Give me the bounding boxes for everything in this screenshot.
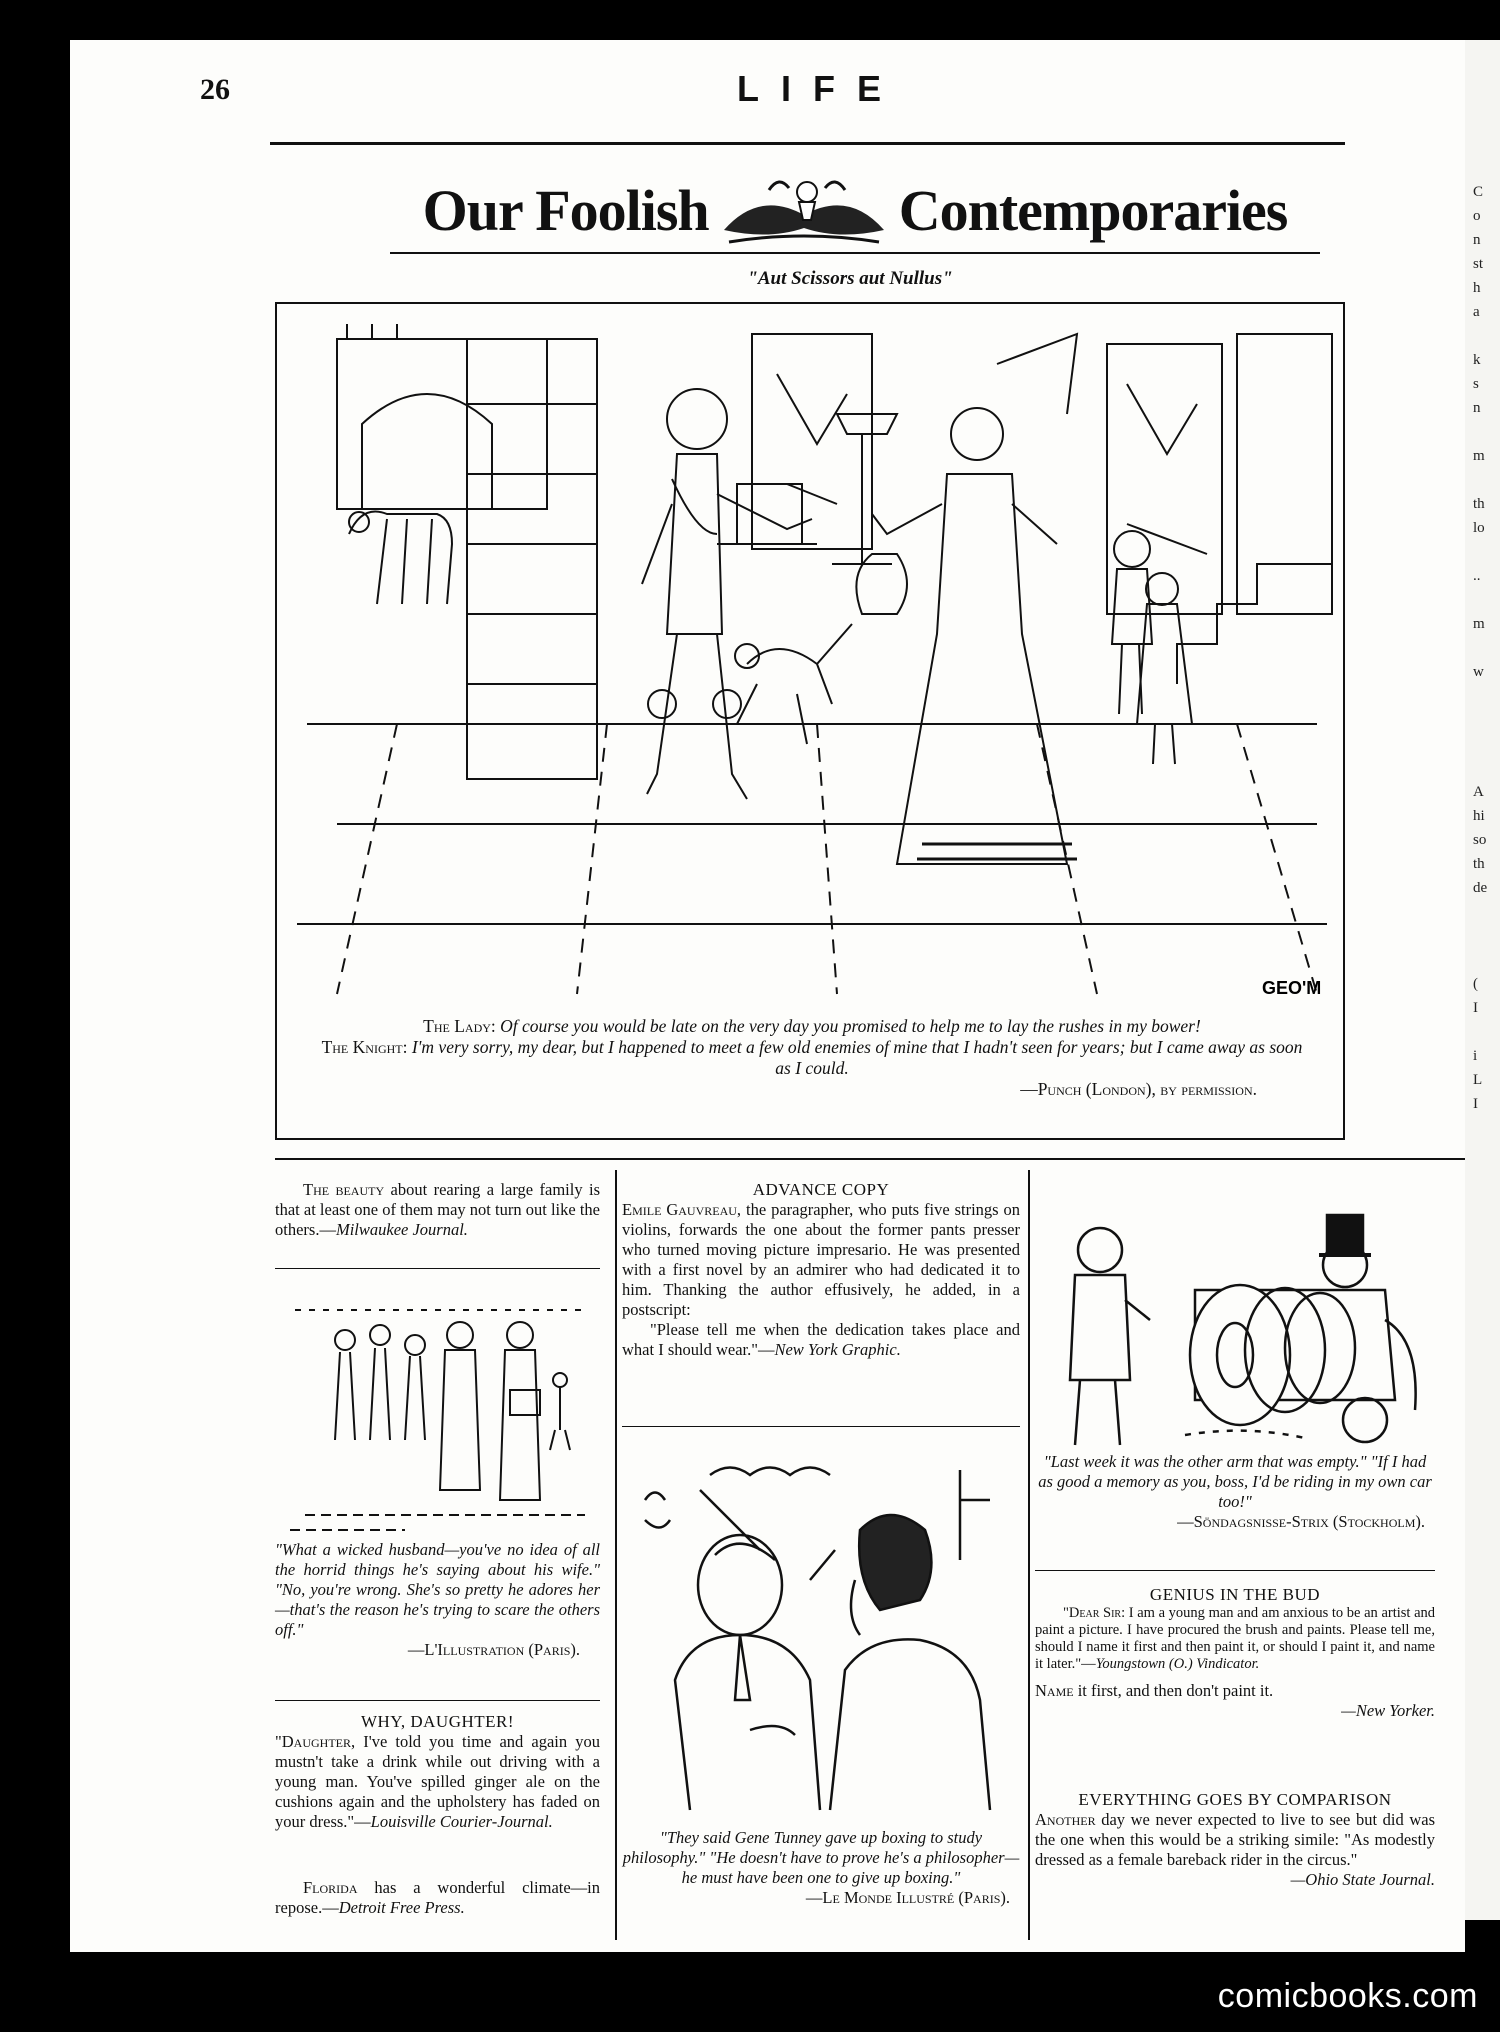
boxer-cartoon-caption [622, 1828, 1020, 1908]
why-source: Louisville Courier-Journal. [370, 1812, 553, 1831]
advance-quote: "Please tell me when the dedication takes place and what I should wear."— [622, 1320, 1020, 1359]
edge-letter [1473, 732, 1487, 756]
beauty-source: Milwaukee Journal. [335, 1220, 468, 1239]
edge-letter: C [1473, 184, 1484, 200]
beach-cartoon-illustration [285, 1290, 590, 1535]
knight-line: I'm very sorry, my dear, but I happened to meet a few old enemies of mine that I hadn't seen for years; but I came away as soon as I could. [411, 1037, 1303, 1078]
edge-letter: st [1473, 256, 1484, 272]
edge-letter: s [1473, 376, 1479, 392]
col1-divider-1 [275, 1268, 600, 1269]
edge-letter [1473, 924, 1487, 948]
car-caption-text: "Last week it was the other arm that was empty." "If I had as good a memory as you, boss, I'd be riding in my own car too!" [1038, 1452, 1432, 1511]
edge-letter: de [1473, 880, 1488, 896]
section-masthead [390, 170, 1320, 250]
edge-letter: A [1473, 784, 1484, 800]
edge-letter [1473, 540, 1487, 564]
edge-letter: I [1473, 1096, 1478, 1112]
edge-letter [1473, 420, 1487, 444]
main-cartoon-panel [275, 302, 1345, 1140]
adjacent-page-letters [1473, 180, 1487, 1116]
edge-letter: th [1473, 496, 1485, 512]
beach-cartoon-credit: —L'Illustration (Paris). [407, 1640, 580, 1659]
edge-letter: lo [1473, 520, 1485, 536]
edge-letter [1473, 756, 1487, 780]
florida-text: has a wonderful climate—in repose.— [275, 1878, 601, 1917]
knight-lady-illustration [277, 304, 1343, 1004]
car-cartoon-illustration [1045, 1180, 1430, 1450]
knight-speaker: The Knight: [321, 1037, 408, 1057]
masthead-right: Contemporaries [898, 177, 1288, 243]
edge-letter: w [1473, 664, 1484, 680]
car-cartoon-caption [1035, 1452, 1435, 1532]
beach-caption-text: "What a wicked husband—you've no idea of all the horrid things he's saying about his wife." "No, you're wrong. She's so pretty he adores her—that's the reason he's trying to scare the others off." [275, 1540, 600, 1639]
column-rule-2 [1028, 1170, 1030, 1940]
page-number: 26 [200, 73, 230, 106]
advance-lead: Emile Gauvreau, [622, 1200, 742, 1219]
boxer-cartoon-credit: —Le Monde Illustré (Paris). [805, 1888, 1010, 1907]
col1-divider-2 [275, 1700, 600, 1701]
florida-source: Detroit Free Press. [338, 1898, 465, 1917]
edge-letter: m [1473, 448, 1485, 464]
advance-copy-title: ADVANCE COPY [752, 1180, 890, 1199]
edge-letter: n [1473, 400, 1481, 416]
name-text: it first, and then don't paint it. [1077, 1681, 1274, 1700]
everything-title: EVERYTHING GOES BY COMPARISON [1078, 1790, 1392, 1809]
lady-line: Of course you would be late on the very day you promised to help me to lay the rushes in my bower! [500, 1016, 1201, 1036]
header-rule [270, 142, 1345, 145]
everything-lead: Another [1035, 1810, 1096, 1829]
boxer-cartoon-illustration [630, 1440, 1015, 1820]
edge-letter: hi [1473, 808, 1485, 824]
edge-letter [1473, 324, 1487, 348]
edge-letter [1473, 900, 1487, 924]
filler-beauty [275, 1180, 600, 1240]
section-rule [275, 1158, 1500, 1160]
lady-speaker: The Lady: [423, 1016, 496, 1036]
edge-letter [1473, 684, 1487, 708]
filler-florida [275, 1878, 600, 1918]
edge-letter [1473, 588, 1487, 612]
cupid-emblem-icon [719, 170, 889, 250]
section-motto: "Aut Scissors aut Nullus" [747, 268, 953, 289]
edge-letter: a [1473, 304, 1480, 320]
edge-letter: th [1473, 856, 1485, 872]
filler-genius-in-the-bud [1035, 1585, 1435, 1721]
genius-source: Youngstown (O.) Vindicator. [1095, 1656, 1260, 1672]
edge-letter: so [1473, 832, 1487, 848]
why-lead: "Daughter, [275, 1732, 356, 1751]
edge-letter [1473, 948, 1487, 972]
why-daughter-title: WHY, DAUGHTER! [360, 1712, 515, 1731]
edge-letter: L [1473, 1072, 1483, 1088]
genius-lead: "Dear Sir: [1063, 1605, 1126, 1621]
edge-letter: m [1473, 616, 1485, 632]
magazine-page [70, 40, 1465, 1952]
edge-letter: ( [1473, 976, 1478, 992]
name-source: —New Yorker. [1341, 1701, 1435, 1720]
edge-letter: i [1473, 1048, 1478, 1064]
adjacent-page-edge [1465, 40, 1500, 1920]
edge-letter: n [1473, 232, 1481, 248]
col3-divider [1035, 1570, 1435, 1571]
edge-letter [1473, 1020, 1487, 1044]
car-cartoon-credit: —Söndagsnisse-Strix (Stockholm). [1177, 1512, 1425, 1531]
advance-source: New York Graphic. [774, 1340, 901, 1359]
edge-letter [1473, 468, 1487, 492]
filler-why-daughter [275, 1712, 600, 1832]
boxer-caption-text: "They said Gene Tunney gave up boxing to study philosophy." "He doesn't have to prove he's a philosopher—he must have been one to give up boxing." [622, 1828, 1020, 1887]
col2-divider [622, 1426, 1020, 1427]
beauty-lead: The beauty [303, 1180, 385, 1199]
florida-lead: Florida [303, 1878, 358, 1897]
edge-letter: k [1473, 352, 1481, 368]
everything-text: day we never expected to live to see but did was the one when this would be a striking simile: "As modestly dressed as a female bareback rider in the circus." [1035, 1810, 1436, 1869]
site-watermark: comicbooks.com [1217, 1977, 1478, 2015]
beauty-text: about rearing a large family is that at least one of them may not turn out like the others.— [275, 1180, 600, 1239]
running-title: LIFE [737, 68, 903, 109]
genius-title: GENIUS IN THE BUD [1149, 1585, 1321, 1604]
why-text: I've told you time and again you mustn't take a drink while out driving with a young man. You've spilled ginger ale on the cushions again and the upholstery has faded on your dress."— [275, 1732, 601, 1831]
main-cartoon-credit: —Punch (London), by permission. [1020, 1079, 1257, 1099]
edge-letter [1473, 636, 1487, 660]
edge-letter: o [1473, 208, 1481, 224]
artist-signature: GEO'M [1262, 978, 1322, 998]
edge-letter: I [1473, 1000, 1478, 1016]
genius-text: I am a young man and am anxious to be an artist and paint a picture. I have procured the brush and paints. Please tell me, should I name it first and then paint it, or should I paint it, and name it later."— [1035, 1605, 1436, 1672]
edge-letter: .. [1473, 568, 1481, 584]
name-lead: Name [1035, 1681, 1074, 1700]
edge-letter [1473, 708, 1487, 732]
masthead-left: Our Foolish [422, 177, 709, 243]
main-cartoon-caption [317, 1016, 1307, 1100]
column-rule-1 [615, 1170, 617, 1940]
masthead-underline [390, 252, 1320, 254]
filler-everything-goes [1035, 1790, 1435, 1890]
filler-advance-copy [622, 1180, 1020, 1360]
beach-cartoon-caption [275, 1540, 600, 1660]
advance-text: the paragrapher, who puts five strings on violins, forwards the one about the former pants presser who turned moving picture impresario. He was presented with a first novel by an admirer who had dedicated it to him. Thanking the author effusively, he added, in a postscript: [622, 1200, 1021, 1319]
everything-source: —Ohio State Journal. [1290, 1870, 1435, 1889]
edge-letter: h [1473, 280, 1481, 296]
